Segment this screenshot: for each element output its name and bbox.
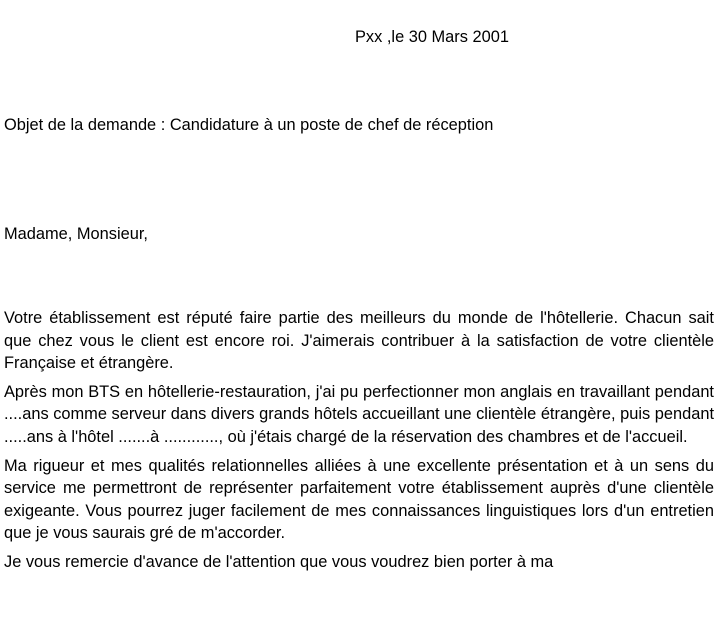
letter-date: Pxx ,le 30 Mars 2001 [355,28,509,46]
paragraph-closing: Je vous remercie d'avance de l'attention que vous voudrez bien porter à ma [4,552,554,571]
paragraph-qualities: Ma rigueur et mes qualités relationnelles alliées à une excellente présentation et à un sens du service me permettront de représenter parfaitement votre établissement auprès d'une clientèle exigeante. Vous pourrez juger facilement de mes connaissances linguistiques lors d'un entretien que je vous saurais gré de m'accorder. [4,456,714,543]
letter-body [4,307,714,580]
paragraph-motivation: Votre établissement est réputé faire partie des meilleurs du monde de l'hôtellerie. Chacun sait que chez vous le client est encore roi. J'aimerais contribuer à la satisfaction de votre clientèle Française et étrangère. [4,309,714,373]
letter-salutation: Madame, Monsieur, [4,225,148,243]
letter-subject: Objet de la demande : Candidature à un poste de chef de réception [4,116,494,134]
paragraph-experience: Après mon BTS en hôtellerie-restauration, j'ai pu perfectionner mon anglais en travaillant pendant ....ans comme serveur dans divers grands hôtels accueillant une clientèle étrangère, puis pendant .....ans à l'hôtel .......à ............, où j'étais chargé de la réservation des chambres et de l'accueil. [4,382,714,446]
